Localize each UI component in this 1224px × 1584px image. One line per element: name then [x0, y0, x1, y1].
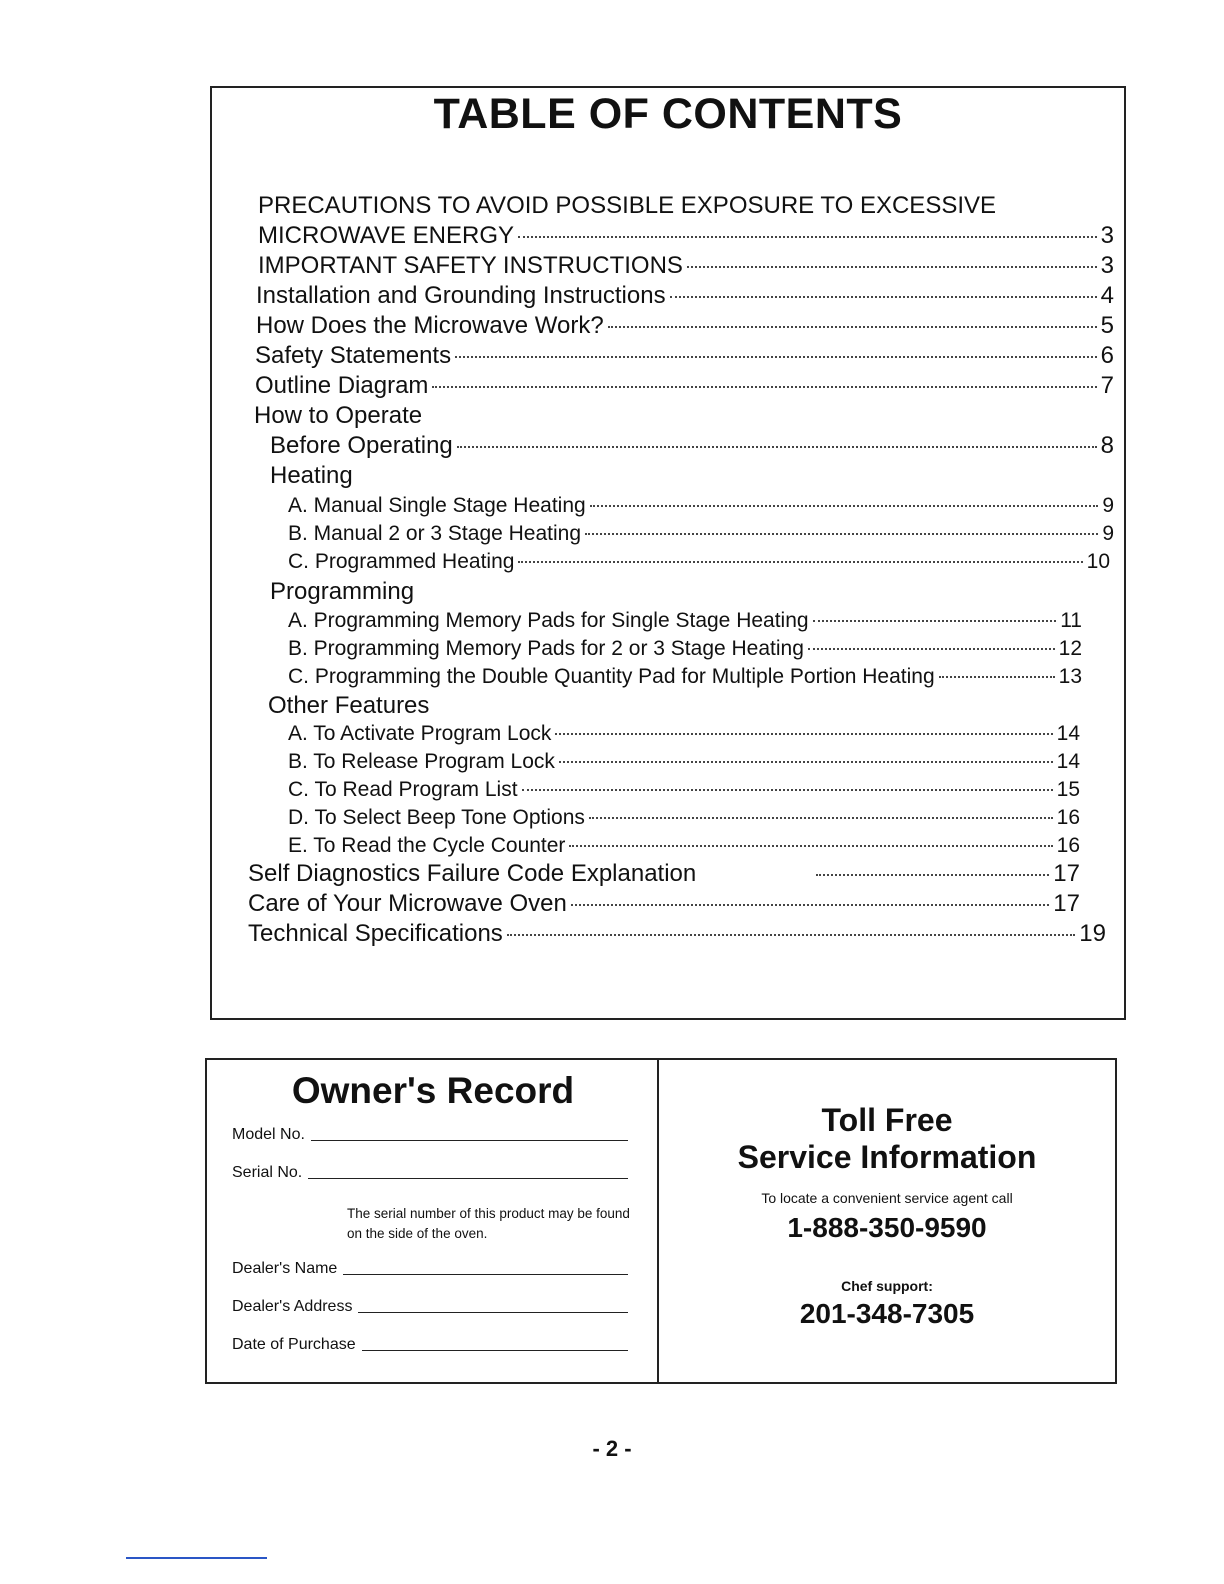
- leader-dots: [670, 296, 1097, 298]
- leader-dots: [589, 817, 1053, 819]
- serial-number-field[interactable]: Serial No.: [232, 1164, 628, 1182]
- toc-entry[interactable]: Care of Your Microwave Oven 17: [248, 890, 1080, 917]
- leader-dots: [571, 904, 1049, 906]
- chef-support-number[interactable]: 201-348-7305: [799, 1298, 975, 1329]
- toc-subsection-heading: Programming: [270, 578, 415, 605]
- leader-dots: [432, 386, 1096, 388]
- toc-section-heading: How to Operate: [254, 402, 423, 429]
- toc-entry[interactable]: E. To Read the Cycle Counter 16: [288, 834, 1080, 857]
- owners-record-box: [205, 1058, 1117, 1384]
- serial-note: The serial number of this product may be found on the side of the oven.: [347, 1206, 630, 1241]
- service-locate-text: To locate a convenient service agent call: [761, 1190, 1013, 1206]
- leader-dots: [816, 874, 1049, 876]
- model-number-field[interactable]: Model No.: [232, 1126, 628, 1144]
- dealer-address-field[interactable]: Dealer's Address: [232, 1298, 628, 1316]
- toc-entry[interactable]: B. Manual 2 or 3 Stage Heating 9: [288, 522, 1114, 545]
- leader-dots: [507, 934, 1075, 936]
- chef-support-label: Chef support:: [841, 1278, 933, 1294]
- leader-dots: [813, 620, 1057, 622]
- toc-entry[interactable]: A. Manual Single Stage Heating 9: [288, 494, 1114, 517]
- toc-subsection-heading: Heating: [270, 462, 353, 489]
- leader-dots: [608, 326, 1097, 328]
- leader-dots: [939, 676, 1055, 678]
- toc-entry[interactable]: C. Programming the Double Quantity Pad for Multiple Portion Heating 13: [288, 665, 1082, 688]
- owners-record-title: Owner's Record: [291, 1070, 575, 1111]
- leader-dots: [518, 236, 1097, 238]
- toc-entry[interactable]: Safety Statements 6: [255, 342, 1114, 369]
- leader-dots: [559, 761, 1053, 763]
- toc-entry[interactable]: B. Programming Memory Pads for 2 or 3 Stage Heating 12: [288, 637, 1082, 660]
- leader-dots: [555, 733, 1052, 735]
- leader-dots: [808, 648, 1055, 650]
- toc-entry[interactable]: Before Operating 8: [270, 432, 1114, 459]
- leader-dots: [518, 561, 1082, 563]
- leader-dots: [590, 505, 1099, 507]
- dealer-name-field[interactable]: Dealer's Name: [232, 1260, 628, 1278]
- leader-dots: [457, 446, 1097, 448]
- toc-entry[interactable]: A. Programming Memory Pads for Single Stage Heating 11: [288, 609, 1082, 632]
- page-number: - 2 -: [592, 1436, 632, 1461]
- toc-subsection-heading: Other Features: [268, 692, 430, 719]
- toc-entry[interactable]: C. Programmed Heating 10: [288, 550, 1110, 573]
- toc-entry[interactable]: C. To Read Program List 15: [288, 778, 1080, 801]
- fill-line[interactable]: [343, 1273, 628, 1275]
- toc-title: TABLE OF CONTENTS: [433, 90, 903, 138]
- toc-entry[interactable]: Outline Diagram 7: [255, 372, 1114, 399]
- fill-line[interactable]: [308, 1177, 628, 1179]
- leader-dots: [569, 845, 1052, 847]
- toc-entry[interactable]: How Does the Microwave Work? 5: [256, 312, 1114, 339]
- footer-rule: [126, 1557, 267, 1559]
- leader-dots: [455, 356, 1097, 358]
- purchase-date-field[interactable]: Date of Purchase: [232, 1336, 628, 1354]
- toc-entry[interactable]: B. To Release Program Lock 14: [288, 750, 1080, 773]
- toc-entry[interactable]: Technical Specifications 19: [248, 920, 1106, 947]
- leader-dots: [687, 266, 1097, 268]
- toc-box: [210, 86, 1126, 1020]
- toc-entry[interactable]: MICROWAVE ENERGY 3: [258, 222, 1114, 249]
- toc-entry[interactable]: D. To Select Beep Tone Options 16: [288, 806, 1080, 829]
- fill-line[interactable]: [358, 1311, 628, 1313]
- service-title: Toll Free Service Information: [737, 1102, 1037, 1175]
- leader-dots: [522, 789, 1053, 791]
- fill-line[interactable]: [362, 1349, 628, 1351]
- toc-entry[interactable]: IMPORTANT SAFETY INSTRUCTIONS 3: [258, 252, 1114, 279]
- toll-free-number[interactable]: 1-888-350-9590: [787, 1212, 987, 1243]
- toc-entry[interactable]: Installation and Grounding Instructions 4: [256, 282, 1114, 309]
- fill-line[interactable]: [311, 1139, 628, 1141]
- toc-entry[interactable]: A. To Activate Program Lock 14: [288, 722, 1080, 745]
- toc-precautions-line: PRECAUTIONS TO AVOID POSSIBLE EXPOSURE TO EXCESSIVE: [258, 192, 997, 219]
- leader-dots: [585, 533, 1098, 535]
- toc-entry[interactable]: Self Diagnostics Failure Code Explanation 17: [248, 860, 1080, 887]
